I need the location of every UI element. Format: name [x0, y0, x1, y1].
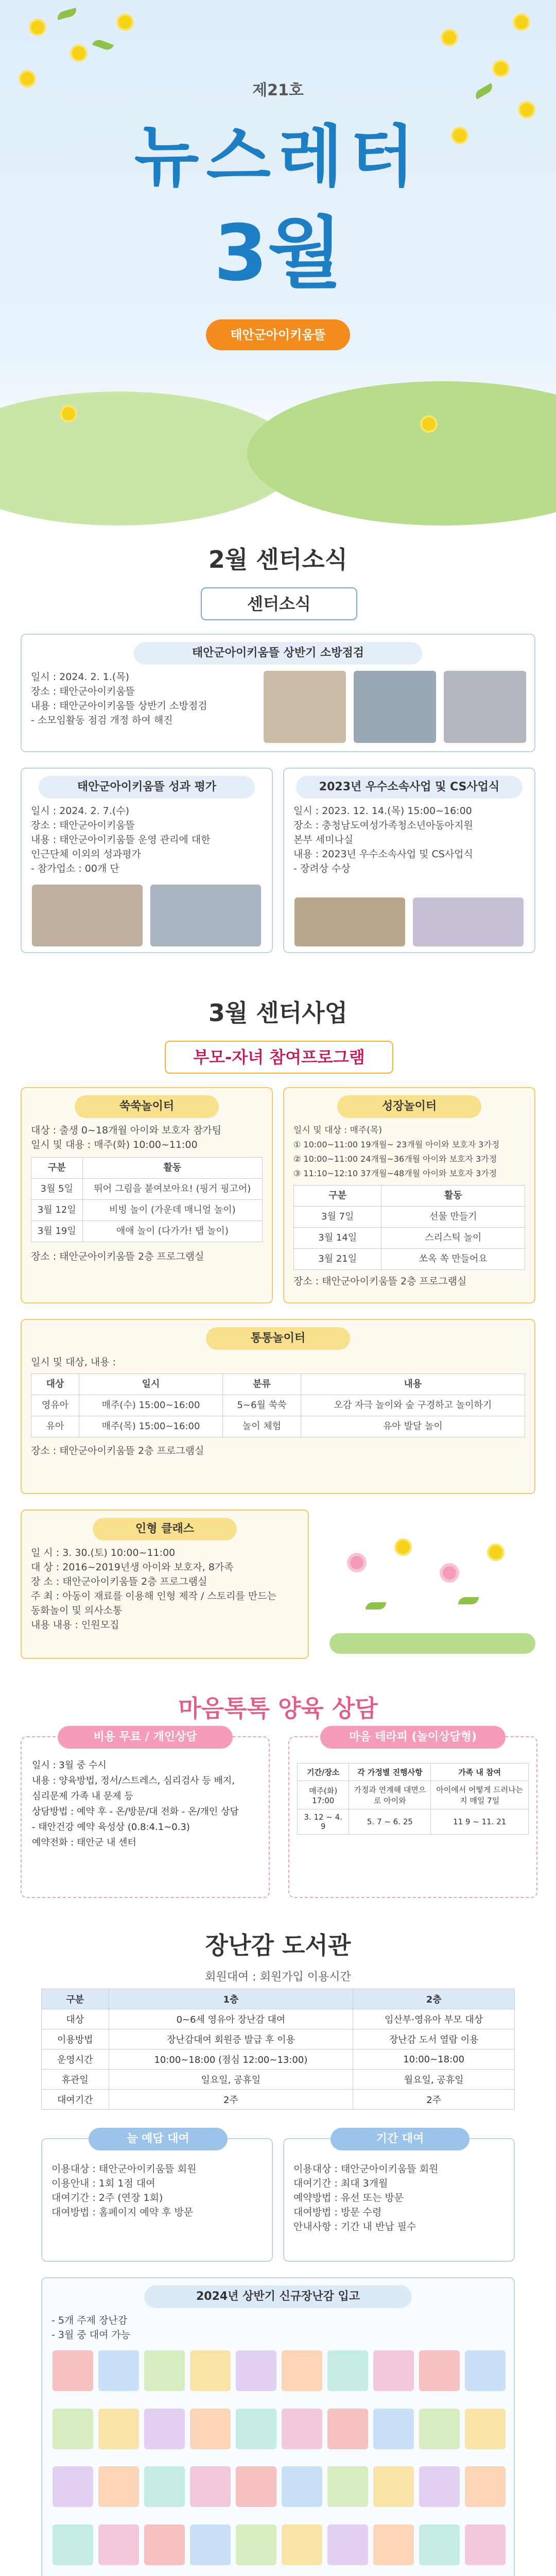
program-title: 성장놀이터	[337, 1095, 481, 1118]
toy-thumbnail	[282, 2524, 322, 2565]
toy-thumbnail	[465, 2466, 506, 2507]
event-details: 일시 : 2024. 2. 1.(목) 장소 : 태안군아이키움뜰 내용 : 태안군아이키움뜰 상반기 소방점검 - 소모임활동 점검 개정 하여 해진	[31, 671, 207, 726]
toy-thumbnail	[236, 2409, 276, 2449]
flower-decoration	[422, 417, 436, 431]
event-photo	[264, 671, 346, 743]
toy-thumbnail	[327, 2466, 368, 2507]
toy-thumbnail	[144, 2350, 185, 2391]
hill-decoration	[247, 381, 556, 526]
event-photo	[413, 897, 524, 946]
toy-thumbnail	[236, 2524, 276, 2565]
event-photo	[354, 671, 436, 743]
issue-number: 제21호	[252, 81, 304, 99]
flower-decoration	[118, 15, 132, 29]
toy-thumbnail	[190, 2466, 231, 2507]
rental-box-1: 늘 예답 대여 이용대상 : 태안군아이키움뜰 회원 이용안내 : 1회 1점 대여 대여기간 : 2주 (연장 1회) 대여방법 : 홈페이지 예약 후 방문	[41, 2138, 273, 2262]
feb-event-card-3: 2023년 우수소속사업 및 CS사업식 일시 : 2023. 12. 14.(목) 15:00~16:00 장소 : 충청남도여성가족청소년아동아지원 본부 세미나실 내용 : 2023년 우수소속사업 및 CS사업식 - 장려상 수상	[283, 768, 535, 953]
rental-box-2: 기간 대여 이용대상 : 태안군아이키움뜰 회원 대여기간 : 최대 3개월 예약방법 : 유선 또는 방문 대여방법 : 방문 수령 안내사항 : 기간 내 반납 필수	[283, 2138, 515, 2262]
event-photo	[32, 885, 143, 946]
toy-thumbnail	[282, 2466, 322, 2507]
toy-thumbnail	[373, 2466, 414, 2507]
toy-thumbnail	[373, 2350, 414, 2391]
toy-thumbnail	[53, 2350, 93, 2391]
toy-thumbnail	[98, 2466, 139, 2507]
flower-decoration	[515, 15, 528, 29]
toy-thumbnail	[190, 2409, 231, 2449]
toy-thumbnail	[98, 2524, 139, 2565]
program-card-2: 성장놀이터 일시 및 대상 : 매주(목) ① 10:00~11:00 19개월~ 23개월 아이와 보호자 3가정 ② 10:00~11:00 24개월~36개월 아이와 보호자 3가정 ③ 11:10~12:10 37개월~48개월 아이와 보호자 3가정 구분 활동 3월 7일 선물 만들기 3월 14일 스리스틱 놀이 3월 21일 쏘옥 쏙 만들어요 장소 : 태안군아이키움뜰 2층 프로그램실	[283, 1087, 535, 1303]
flower-illustration	[329, 1525, 535, 1654]
toy-thumbnail	[373, 2409, 414, 2449]
toy-thumbnail	[419, 2409, 460, 2449]
center-logo: 태안군아이키움뜰	[206, 319, 350, 350]
toy-thumbnail	[190, 2350, 231, 2391]
counsel-table: 기간/장소 각 가정별 진행사항 가족 내 참여 매주(화) 17:00 가정과 연계해 대면으로 아이와 아이에서 어떻게 드러나는지 매일 7일 3. 12 ~ 4. 9 5. 7 ~ 6. 25 11 9 ~ 11. 21	[297, 1763, 529, 1835]
program-title: 통통놀이터	[206, 1327, 350, 1350]
program-table: 대상 일시 분류 내용 영유아 매주(수) 15:00~16:00 5~6월 쑥쑥 오감 자극 놀이와 숲 구경하고 놀이하기 유아 매주(목) 15:00~16:00 놀이 체험 유아 발달 놀이	[31, 1374, 525, 1437]
toy-thumbnail	[465, 2409, 506, 2449]
toy-thumbnail	[190, 2524, 231, 2565]
feb-event-card-1	[21, 634, 535, 752]
leaf-decoration	[56, 8, 78, 20]
toy-thumbnail	[419, 2524, 460, 2565]
toy-thumbnail	[236, 2466, 276, 2507]
event-title: 태안군아이키움뜰 성과 평가	[39, 776, 255, 799]
counsel-title: 마음톡톡 양육 상담	[178, 1694, 378, 1722]
toy-thumbnail	[327, 2409, 368, 2449]
toy-thumbnail	[282, 2350, 322, 2391]
toy-grid	[53, 2350, 506, 2576]
counsel-left-head: 비용 무료 / 개인상담	[58, 1726, 233, 1749]
counsel-left-box: 비용 무료 / 개인상담 일시 : 3월 중 수시 내용 : 양육방법, 정서/스트레스, 심리검사 등 배지, 심리문제 가족 내 문제 등 상담방법 : 예약 후 - 온/방문/대 전화 - 온/개인 상담 - 태안건강 예약 육성상 (0.8:4.1~0.3) 예약전화 : 태안군 내 센터	[21, 1736, 270, 1898]
program-title: 인형 클래스	[93, 1518, 237, 1540]
program-card-3: 통통놀이터 일시 및 대상, 내용 : 대상 일시 분류 내용 영유아 매주(수) 15:00~16:00 5~6월 쑥쑥 오감 자극 놀이와 숲 구경하고 놀이하기 유아 매주(목) 15:00~16:00 놀이 체험 유아 발달 놀이 장소 : 태안군아이키움뜰 2층 프로그램실	[21, 1319, 535, 1494]
program-card-4: 인형 클래스 일 시 : 3. 30.(토) 10:00~11:00 대 상 : 2016~2019년생 아이와 보호자, 8가족 장 소 : 태안군아이키움뜰 2층 프로그램실 주 최 : 아동이 재료를 이용해 인형 제작 / 스토리를 만드는 동화놀이 및 의사소통 내용 내용 : 인원모집	[21, 1510, 309, 1659]
toy-thumbnail	[144, 2409, 185, 2449]
toy-thumbnail	[53, 2524, 93, 2565]
counsel-right-head: 마음 테라피 (놀이상담형)	[320, 1726, 506, 1749]
feb-section-title: 2월 센터소식	[208, 546, 348, 573]
leaf-decoration	[92, 38, 114, 52]
event-photo	[444, 671, 526, 743]
flower-decoration	[494, 62, 508, 75]
program-table: 구분 활동 3월 5일 뛰어 그림을 붙여보아요! (핑거 핑고어) 3월 12일 비빙 놀이 (가운데 매니얼 놀이) 3월 19일 애애 놀이 (다가가! 탭 놀이)	[31, 1157, 263, 1242]
new-toys-box: 2024년 상반기 신규장난감 입고 - 5개 주제 장난감 - 3월 중 대여 가능	[41, 2277, 515, 2576]
toy-thumbnail	[98, 2409, 139, 2449]
toy-thumbnail	[98, 2350, 139, 2391]
program-card-1: 쑥쑥놀이터 대상 : 출생 0~18개월 아이와 보호자 참가팀 일시 및 대용 : 매주(화) 10:00~11:00 구분 활동 3월 5일 뛰어 그림을 붙여보아요! (핑거 핑고어) 3월 12일 비빙 놀이 (가운데 매니얼 놀이) 3월 19일 애애 놀이 (다가가! 탭 놀이) 장소 : 태안군아이키움뜰 2층 프로그램실	[21, 1087, 273, 1303]
toy-thumbnail	[419, 2350, 460, 2391]
library-table: 구분 1층 2층 대상 0~6세 영유아 장난감 대여 임산부·영유아 부모 대상 이용방법 장난감대여 회원증 발급 후 이용 장난감 도서 열람 이용 운영시간 10:00~18:00 (점심 12:00~13:00) 10:00~18:00 휴관일 일요일, 공휴일 월요일, 공휴일 대여기간 2주 2주	[41, 1989, 515, 2110]
library-table-title: 회원대여 : 회원가입 이용시간	[205, 1971, 351, 1984]
month-title: 3월	[214, 209, 342, 298]
toy-thumbnail	[53, 2409, 93, 2449]
toy-thumbnail	[465, 2350, 506, 2391]
toy-thumbnail	[53, 2466, 93, 2507]
toy-thumbnail	[327, 2350, 368, 2391]
program-title: 쑥쑥놀이터	[75, 1095, 219, 1118]
rental-head: 기간 대여	[331, 2128, 470, 2150]
event-photo	[150, 885, 261, 946]
toy-thumbnail	[373, 2524, 414, 2565]
new-toys-title: 2024년 상반기 신규장난감 입고	[144, 2285, 412, 2308]
counsel-right-box	[288, 1731, 537, 1898]
event-photo	[294, 897, 405, 946]
library-title: 장난감 도서관	[205, 1931, 351, 1959]
feb-event-card-2: 태안군아이키움뜰 성과 평가 일시 : 2024. 2. 7.(수) 장소 : 태안군아이키움뜰 내용 : 태안군아이키움뜰 운영 관리에 대한 인근단체 이외의 성과평가 - 참가업소 : 00개 단	[21, 768, 273, 953]
center-news-pill: 센터소식	[201, 587, 357, 620]
newsletter-title: 뉴스레터	[134, 117, 422, 196]
toy-thumbnail	[236, 2350, 276, 2391]
flower-decoration	[443, 31, 456, 44]
program-subtitle: 부모-자녀 참여프로그램	[165, 1041, 393, 1074]
toy-thumbnail	[465, 2524, 506, 2565]
program-table: 구분 활동 3월 7일 선물 만들기 3월 14일 스리스틱 놀이 3월 21일 쏘옥 쏙 만들어요	[293, 1185, 525, 1270]
flower-decoration	[31, 21, 44, 34]
toy-thumbnail	[144, 2466, 185, 2507]
event-title: 2023년 우수소속사업 및 CS사업식	[296, 776, 523, 799]
event-title: 태안군아이키움뜰 상반기 소방점검	[134, 642, 422, 665]
header	[0, 0, 556, 479]
mar-section-title: 3월 센터사업	[208, 999, 348, 1027]
toy-thumbnail	[327, 2524, 368, 2565]
flower-decoration	[62, 407, 75, 420]
toy-thumbnail	[419, 2466, 460, 2507]
flower-decoration	[72, 46, 85, 60]
toy-thumbnail	[144, 2524, 185, 2565]
toy-thumbnail	[282, 2409, 322, 2449]
rental-head: 늘 예답 대여	[89, 2128, 228, 2150]
